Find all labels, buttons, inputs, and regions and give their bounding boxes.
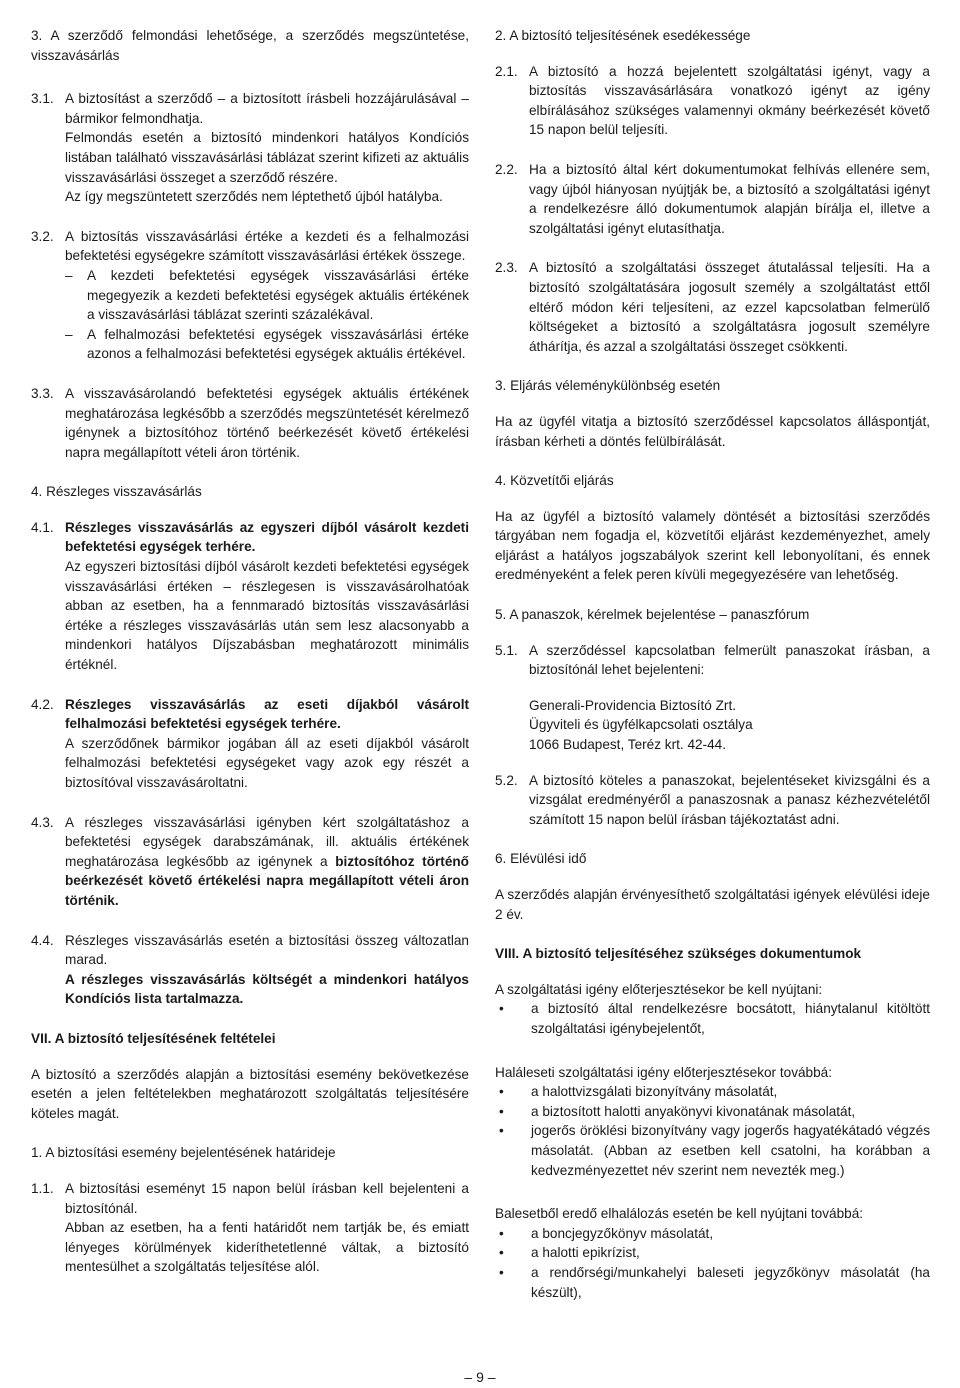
para-text: Az egyszeri biztosítási díjból vásárolt kezdeti befektetési egységek visszavásárlási értéken – részlegesen is visszavásárolhatóak abban az esetben, ha a fennmaradó biztosítás visszavásárlási értéke a részleges visszavásárlás után sem lesz alacsonyabb a mindenkori hatályos Díjszabásban meghatározott minimális értéknél.	[65, 559, 469, 673]
para-text: A biztosítási eseményt 15 napon belül írásban kell bejelenteni a biztosítónál.	[65, 1180, 469, 1216]
bullet-item	[495, 999, 930, 1038]
bullet-marker: •	[499, 1225, 504, 1241]
para-2-2	[495, 160, 930, 238]
para-5-1	[495, 641, 930, 680]
bullet-item	[495, 1121, 930, 1180]
para-number: 4.4.	[31, 932, 54, 948]
para-text-bold: biztosítóhoz történő beérkezését követő értékelési napra megállapított vételi áron történik.	[65, 853, 469, 908]
bullet-item	[495, 1102, 930, 1122]
address-block	[495, 696, 930, 755]
section-vii-title: VII. A biztosító teljesítésének feltételei	[31, 1030, 276, 1046]
section-4-title: 4. Részleges visszavásárlás	[31, 484, 202, 500]
right-column	[495, 26, 930, 1302]
para-text: A biztosító a szolgáltatási összeget átutalással teljesíti. Ha a biztosító szolgáltatására jogosult személy a szolgáltatást ettől eltérő módon kéri teljesíteni, az ezzel kapcsolatban felmerülő költségeket a biztosító a szolgáltatásra jogosult személyre áthárítja, és azzal a szolgáltatási összeget csökkenti.	[529, 260, 930, 354]
section-6-title: 6. Elévülési idő	[495, 851, 587, 867]
section-6-body: A szerződés alapján érvényesíthető szolgáltatási igények elévülési ideje 2 év.	[495, 887, 930, 922]
page-number: – 9 –	[464, 1369, 496, 1385]
section-viii-intro: A szolgáltatási igény előterjesztésekor be kell nyújtani:	[495, 981, 823, 997]
bullet-marker: •	[499, 1001, 504, 1017]
para-5-2	[495, 771, 930, 830]
bullet-marker: •	[499, 1123, 504, 1139]
para-4-4	[31, 931, 469, 1009]
para-number: 4.3.	[31, 814, 54, 830]
para-number: 1.1.	[31, 1180, 54, 1196]
para-number: 3.2.	[31, 228, 54, 244]
bullet-text: a halotti epikrízist,	[531, 1245, 640, 1261]
para-text: Ha a biztosító által kért dokumentumokat felhívás ellenére sem, vagy újból hiányosan nyújtják be, a biztosító a szolgáltatási igényt a rendelkezésre álló dokumentumok alapján bírálja el, illetve a szolgáltatási igényt elutasíthatja.	[529, 161, 930, 236]
section-5-title: 5. A panaszok, kérelmek bejelentése – panaszfórum	[495, 607, 810, 623]
bullet-item	[495, 1224, 930, 1244]
section-3-title-right: 3. Eljárás véleménykülönbség esetén	[495, 378, 721, 394]
para-number: 4.2.	[31, 696, 54, 712]
para-1-1	[31, 1179, 469, 1277]
para-2-3	[495, 258, 930, 356]
para-text: A biztosító a hozzá bejelentett szolgáltatási igényt, vagy a biztosítás visszavásárlására vonatkozó igényt az igény elbírálásához szükséges valamennyi okmány beérkezését követő 15 napon belül teljesíti.	[529, 63, 930, 138]
section-2-title: 2. A biztosító teljesítésének esedékessége	[495, 28, 751, 43]
dash-marker: –	[65, 326, 73, 342]
address-line: Generali-Providencia Biztosító Zrt.	[529, 697, 737, 713]
dash-item	[31, 266, 469, 325]
bullet-text: a rendőrségi/munkahelyi baleseti jegyzőkönyv másolatát (ha készült),	[531, 1264, 930, 1300]
para-4-2	[31, 695, 469, 793]
para-text: Az így megszüntetett szerződés nem léptethető újból hatályba.	[65, 189, 443, 205]
bullet-text: a biztosított halotti anyakönyvi kivonatának másolatát,	[531, 1103, 856, 1119]
para-2-1	[495, 62, 930, 140]
section-vii-body: A biztosító a szerződés alapján a biztosítási esemény bekövetkezése esetén a jelen feltételekben meghatározott szolgáltatás teljesítésére köteles magát.	[31, 1066, 469, 1121]
dash-text: A felhalmozási befektetési egységek visszavásárlási értéke azonos a felhalmozási befektetési egységek aktuális értékével.	[87, 326, 469, 362]
para-heading: Részleges visszavásárlás az eseti díjakból vásárolt felhalmozási befektetési egységek terhére.	[65, 696, 469, 732]
bullet-text: a boncjegyzőkönyv másolatát,	[531, 1225, 714, 1241]
para-number: 5.2.	[495, 772, 518, 788]
para-number: 2.2.	[495, 161, 518, 177]
left-column	[31, 26, 469, 1277]
para-3-1	[31, 89, 469, 207]
para-heading: Részleges visszavásárlás az egyszeri díjból vásárolt kezdeti befektetési egységek terhére.	[65, 519, 469, 555]
bullet-text: a halottvizsgálati bizonyítvány másolatát,	[531, 1084, 778, 1100]
section-3-title: 3. A szerződő felmondási lehetősége, a szerződés megszüntetése, visszavásárlás	[31, 28, 469, 63]
para-number: 2.3.	[495, 260, 518, 276]
bullet-item	[495, 1263, 930, 1302]
para-text: Felmondás esetén a biztosító mindenkori hatályos Kondíciós listában található visszavásárlási táblázat szerint kifizeti az aktuális visszavásárlási összeget a szerződő részére.	[65, 130, 469, 185]
para-text: A biztosítást a szerződő – a biztosított írásbeli hozzájárulásával – bármikor felmondhatja.	[65, 91, 469, 126]
para-text	[65, 813, 469, 911]
bullet-marker: •	[499, 1084, 504, 1100]
para-number: 5.1.	[495, 642, 518, 658]
bullet-marker: •	[499, 1103, 504, 1119]
para-3-2	[31, 227, 469, 266]
death-intro: Haláleseti szolgáltatási igény előterjesztésekor továbbá:	[495, 1064, 833, 1080]
bullet-marker: •	[499, 1245, 504, 1261]
para-text: A biztosító köteles a panaszokat, bejelentéseket kivizsgálni és a vizsgálat eredményéről a panaszosnak a panasz kézhezvételétől számított 15 napon belül írásban tájékoztatást adni.	[529, 772, 930, 827]
para-3-3	[31, 384, 469, 462]
para-number: 4.1.	[31, 519, 54, 535]
para-number: 2.1.	[495, 63, 518, 79]
para-text: A szerződéssel kapcsolatban felmerült panaszokat írásban, a biztosítónál lehet bejelenteni:	[529, 642, 930, 678]
para-text: A visszavásárolandó befektetési egységek aktuális értékének meghatározása legkésőbb a szerződés megszüntetését kérelmező igénynek a biztosítóhoz történő beérkezését követő értékelési napra megállapított vételi áron történik.	[65, 385, 469, 460]
bullet-text: jogerős öröklési bizonyítvány vagy jogerős hagyatékátadó végzés másolatát. (Abban az esetben kell csatolni, ha korábban a kedvezményezettet név szerint nem nevezték meg.)	[531, 1123, 930, 1178]
bullet-marker: •	[499, 1264, 504, 1280]
para-number: 3.3.	[31, 385, 54, 401]
dash-marker: –	[65, 267, 73, 283]
address-line: Ügyviteli és ügyfélkapcsolati osztálya	[529, 717, 753, 733]
para-text-bold: A részleges visszavásárlás költségét a mindenkori hatályos Kondíciós lista tartalmazza.	[65, 971, 469, 1007]
section-4-body: Ha az ügyfél a biztosító valamely döntését a biztosítási szerződés tárgyában nem fogadja el, közvetítői eljárást kezdeményezhet, amely eljárást a hatályos jogszabályok szerint kell lebonyolítani, és ennek eredményeként a felek peren kívüli megegyezésére van lehetőség.	[495, 508, 930, 583]
bullet-item	[495, 1082, 930, 1102]
para-text: A szerződőnek bármikor jogában áll az eseti díjakból vásárolt felhalmozási befektetési egységeket vagy azok egy részét a biztosítóval visszavásároltatni.	[65, 735, 469, 790]
dash-text: A kezdeti befektetési egységek visszavásárlási értéke megegyezik a kezdeti befektetési egységek aktuális értékének a visszavásárlási táblázat szerinti százalékával.	[87, 267, 469, 323]
section-vii-1-title: 1. A biztosítási esemény bejelentésének határideje	[31, 1145, 336, 1161]
accident-intro: Balesetből eredő elhalálozás esetén be kell nyújtani továbbá:	[495, 1206, 864, 1222]
section-3-body: Ha az ügyfél vitatja a biztosító szerződéssel kapcsolatos álláspontját, írásban kérheti a döntés felülbírálását.	[495, 413, 930, 449]
bullet-text: a biztosító által rendelkezésre bocsátott, hiánytalanul kitöltött szolgáltatási igénybejelentőt,	[531, 1001, 930, 1036]
bullet-item	[495, 1243, 930, 1263]
para-text: Abban az esetben, ha a fenti határidőt nem tartják be, és emiatt lényeges körülmények kideríthetetlenné váltak, a biztosító mentesülhet a szolgáltatás teljesítése alól.	[65, 1220, 469, 1275]
address-line: 1066 Budapest, Teréz krt. 42-44.	[529, 737, 726, 753]
para-4-1	[31, 518, 469, 675]
section-4-title-right: 4. Közvetítői eljárás	[495, 473, 614, 489]
para-text-part: A részleges visszavásárlási igényben kért szolgáltatáshoz a befektetési egységek darabszámának, ill. aktuális értékének meghatározása legkésőbb az igénynek a	[65, 814, 469, 869]
para-text: A biztosítás visszavásárlási értéke a kezdeti és a felhalmozási befektetési egységekre számított visszavásárlási értékek összege.	[65, 228, 469, 264]
para-text: Részleges visszavásárlás esetén a biztosítási összeg változatlan marad.	[65, 932, 469, 968]
para-4-3	[31, 813, 469, 911]
para-number: 3.1.	[31, 91, 54, 107]
section-viii-title: VIII. A biztosító teljesítéséhez szükséges dokumentumok	[495, 946, 862, 962]
dash-item	[31, 325, 469, 364]
